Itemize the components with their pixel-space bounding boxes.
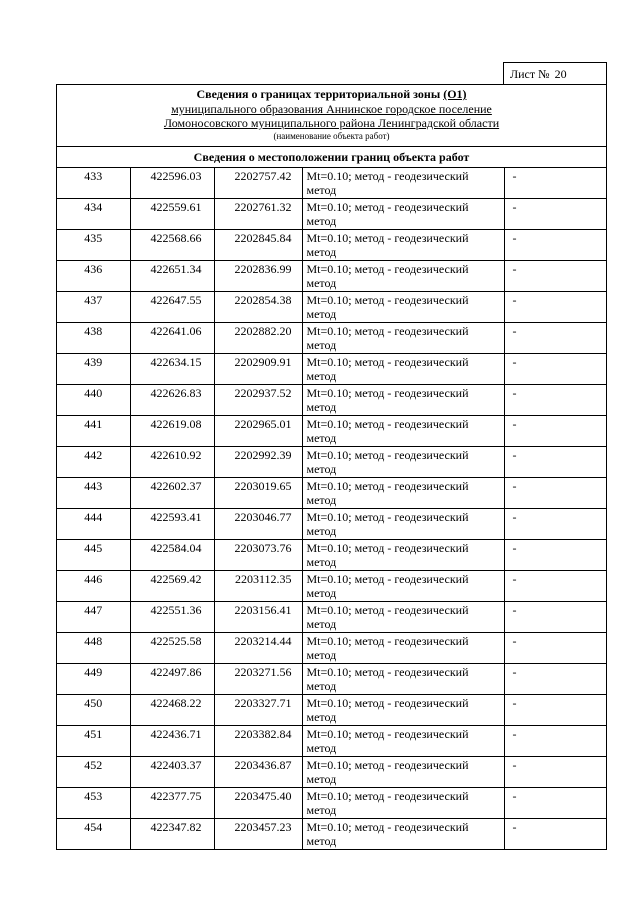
coordinate-x-cell: 422347.82: [130, 819, 214, 850]
table-row: [57, 819, 606, 850]
table-row: [57, 230, 606, 261]
description-cell: -: [504, 664, 606, 695]
point-number-cell: 444: [57, 509, 130, 540]
table-row: [57, 757, 606, 788]
point-number-cell: 433: [57, 168, 130, 199]
coordinate-y-cell: 2202965.01: [214, 416, 302, 447]
description-cell: -: [504, 540, 606, 571]
coordinate-x-cell: 422593.41: [130, 509, 214, 540]
point-number-cell: 437: [57, 292, 130, 323]
coordinate-y-cell: 2203327.71: [214, 695, 302, 726]
coordinate-y-cell: 2203214.44: [214, 633, 302, 664]
table-row: [57, 354, 606, 385]
coordinate-y-cell: 2203475.40: [214, 788, 302, 819]
point-number-cell: 445: [57, 540, 130, 571]
header-line-municipality: муниципального образования Аннинское городское поселение: [171, 102, 492, 116]
section-title: Сведения о местоположении границ объекта работ: [57, 147, 606, 168]
description-cell: -: [512, 820, 517, 834]
accuracy-method-cell: Mt=0.10; метод - геодезический метод: [302, 354, 504, 385]
zone-code: (О1): [443, 87, 467, 101]
table-row: [57, 416, 606, 447]
accuracy-method-cell: Mt=0.10; метод - геодезический метод: [302, 540, 504, 571]
point-number-cell: 436: [57, 261, 130, 292]
coordinate-y-cell: 2202854.38: [214, 292, 302, 323]
table-row: [57, 261, 606, 292]
accuracy-method-cell: Mt=0.10; метод - геодезический метод: [302, 416, 504, 447]
accuracy-method-cell: Mt=0.10; метод - геодезический метод: [302, 478, 504, 509]
description-cell: -: [504, 261, 606, 292]
coordinate-y-cell: 2203112.35: [214, 571, 302, 602]
table-row: [57, 509, 606, 540]
point-number-cell: 434: [57, 199, 130, 230]
coordinate-y-cell: 2203457.23: [214, 819, 302, 850]
table-row: [57, 323, 606, 354]
header-note: (наименование объекта работ): [273, 131, 390, 141]
coordinate-x-cell: 422403.37: [130, 757, 214, 788]
description-cell: -: [504, 230, 606, 261]
description-cell: -: [504, 602, 606, 633]
point-number-cell: 443: [57, 478, 130, 509]
point-number-cell: 446: [57, 571, 130, 602]
description-cell: -: [504, 168, 606, 199]
coordinate-y-cell: 2203073.76: [214, 540, 302, 571]
accuracy-method-cell: Mt=0.10; метод - геодезический метод: [302, 230, 504, 261]
coordinate-x-cell: 422525.58: [130, 633, 214, 664]
coordinate-x-cell: 422641.06: [130, 323, 214, 354]
header-title: [57, 87, 606, 102]
table-row: [57, 478, 606, 509]
accuracy-method-cell: Mt=0.10; метод - геодезический метод: [302, 292, 504, 323]
coordinate-y-cell: 2203046.77: [214, 509, 302, 540]
header-line-district: Ломоносовского муниципального района Ленинградской области: [163, 116, 500, 130]
point-number-cell: 441: [57, 416, 130, 447]
description-cell: -: [504, 478, 606, 509]
table-row: [57, 633, 606, 664]
description-cell: -: [504, 385, 606, 416]
point-number-cell: 452: [57, 757, 130, 788]
coordinate-x-cell: 422619.08: [130, 416, 214, 447]
coordinate-y-cell: 2203271.56: [214, 664, 302, 695]
coordinate-x-cell: 422497.86: [130, 664, 214, 695]
point-number-cell: 449: [57, 664, 130, 695]
accuracy-method-cell: Mt=0.10; метод - геодезический метод: [302, 323, 504, 354]
accuracy-method-cell: Mt=0.10; метод - геодезический метод: [302, 695, 504, 726]
table-row: [57, 602, 606, 633]
accuracy-method-cell: Mt=0.10; метод - геодезический метод: [302, 788, 504, 819]
coordinate-y-cell: 2203019.65: [214, 478, 302, 509]
coordinate-y-cell: 2202882.20: [214, 323, 302, 354]
point-number-cell: 439: [57, 354, 130, 385]
coordinate-x-cell: 422634.15: [130, 354, 214, 385]
coordinate-x-cell: 422468.22: [130, 695, 214, 726]
point-number-cell: 453: [57, 788, 130, 819]
accuracy-method-cell: Mt=0.10; метод - геодезический метод: [302, 726, 504, 757]
coordinate-x-cell: 422651.34: [130, 261, 214, 292]
point-number-cell: 450: [57, 695, 130, 726]
accuracy-method-cell: Mt=0.10; метод - геодезический метод: [302, 509, 504, 540]
coordinate-y-cell: 2203156.41: [214, 602, 302, 633]
description-cell: -: [504, 571, 606, 602]
accuracy-method-cell: Mt=0.10; метод - геодезический метод: [302, 602, 504, 633]
table-row: [57, 726, 606, 757]
point-number-cell: 438: [57, 323, 130, 354]
table-row: [57, 385, 606, 416]
description-cell: -: [504, 788, 606, 819]
table-row: [57, 664, 606, 695]
description-cell: -: [504, 633, 606, 664]
coordinate-x-cell: 422551.36: [130, 602, 214, 633]
description-cell: -: [504, 199, 606, 230]
description-cell: -: [504, 726, 606, 757]
accuracy-method-cell: Mt=0.10; метод - геодезический метод: [302, 633, 504, 664]
coordinate-y-cell: 2202845.84: [214, 230, 302, 261]
accuracy-method-cell: Mt=0.10; метод - геодезический метод: [302, 571, 504, 602]
coordinates-table: [57, 168, 606, 849]
coordinate-y-cell: 2202836.99: [214, 261, 302, 292]
description-cell: -: [504, 416, 606, 447]
accuracy-method-cell: Mt=0.10; метод - геодезический метод: [302, 261, 504, 292]
sheet-number-box: [503, 62, 607, 84]
accuracy-method-cell: Mt=0.10; метод - геодезический метод: [302, 664, 504, 695]
coordinate-y-cell: 2202757.42: [214, 168, 302, 199]
description-cell: -: [504, 292, 606, 323]
accuracy-method-cell: Mt=0.10; метод - геодезический метод: [302, 385, 504, 416]
coordinate-y-cell: 2202937.52: [214, 385, 302, 416]
document-header: [57, 85, 606, 147]
description-cell: -: [504, 757, 606, 788]
coordinate-x-cell: 422569.42: [130, 571, 214, 602]
coordinate-x-cell: 422436.71: [130, 726, 214, 757]
table-row: [57, 571, 606, 602]
sheet-number: 20: [554, 67, 567, 81]
description-cell: -: [504, 323, 606, 354]
accuracy-method-cell: Mt=0.10; метод - геодезический метод: [302, 447, 504, 478]
document-frame: [56, 84, 607, 850]
point-number-cell: 454: [57, 819, 130, 850]
accuracy-method-cell: Mt=0.10; метод - геодезический метод: [302, 199, 504, 230]
point-number-cell: 451: [57, 726, 130, 757]
point-number-cell: 440: [57, 385, 130, 416]
coordinate-x-cell: 422584.04: [130, 540, 214, 571]
coordinate-x-cell: 422559.61: [130, 199, 214, 230]
coordinate-x-cell: 422647.55: [130, 292, 214, 323]
table-row: [57, 695, 606, 726]
accuracy-method-cell: Mt=0.10; метод - геодезический метод: [302, 819, 504, 850]
description-cell: -: [504, 695, 606, 726]
coordinate-y-cell: 2203436.87: [214, 757, 302, 788]
coordinate-x-cell: 422568.66: [130, 230, 214, 261]
coordinate-y-cell: 2202909.91: [214, 354, 302, 385]
table-row: [57, 168, 606, 199]
sheet-label: Лист №: [510, 67, 550, 81]
coordinate-x-cell: 422377.75: [130, 788, 214, 819]
coordinate-x-cell: 422596.03: [130, 168, 214, 199]
description-cell: -: [504, 447, 606, 478]
table-row: [57, 292, 606, 323]
coordinate-x-cell: 422610.92: [130, 447, 214, 478]
accuracy-method-cell: Mt=0.10; метод - геодезический метод: [302, 168, 504, 199]
table-row: [57, 447, 606, 478]
coordinate-x-cell: 422626.83: [130, 385, 214, 416]
title-prefix: Сведения о границах территориальной зоны: [196, 87, 441, 101]
point-number-cell: 435: [57, 230, 130, 261]
description-cell: -: [504, 509, 606, 540]
coordinate-y-cell: 2202761.32: [214, 199, 302, 230]
table-row: [57, 199, 606, 230]
point-number-cell: 448: [57, 633, 130, 664]
description-cell: -: [504, 354, 606, 385]
accuracy-method-cell: Mt=0.10; метод - геодезический метод: [302, 757, 504, 788]
coordinate-y-cell: 2202992.39: [214, 447, 302, 478]
point-number-cell: 447: [57, 602, 130, 633]
coordinate-x-cell: 422602.37: [130, 478, 214, 509]
table-row: [57, 788, 606, 819]
point-number-cell: 442: [57, 447, 130, 478]
table-row: [57, 540, 606, 571]
coordinate-y-cell: 2203382.84: [214, 726, 302, 757]
